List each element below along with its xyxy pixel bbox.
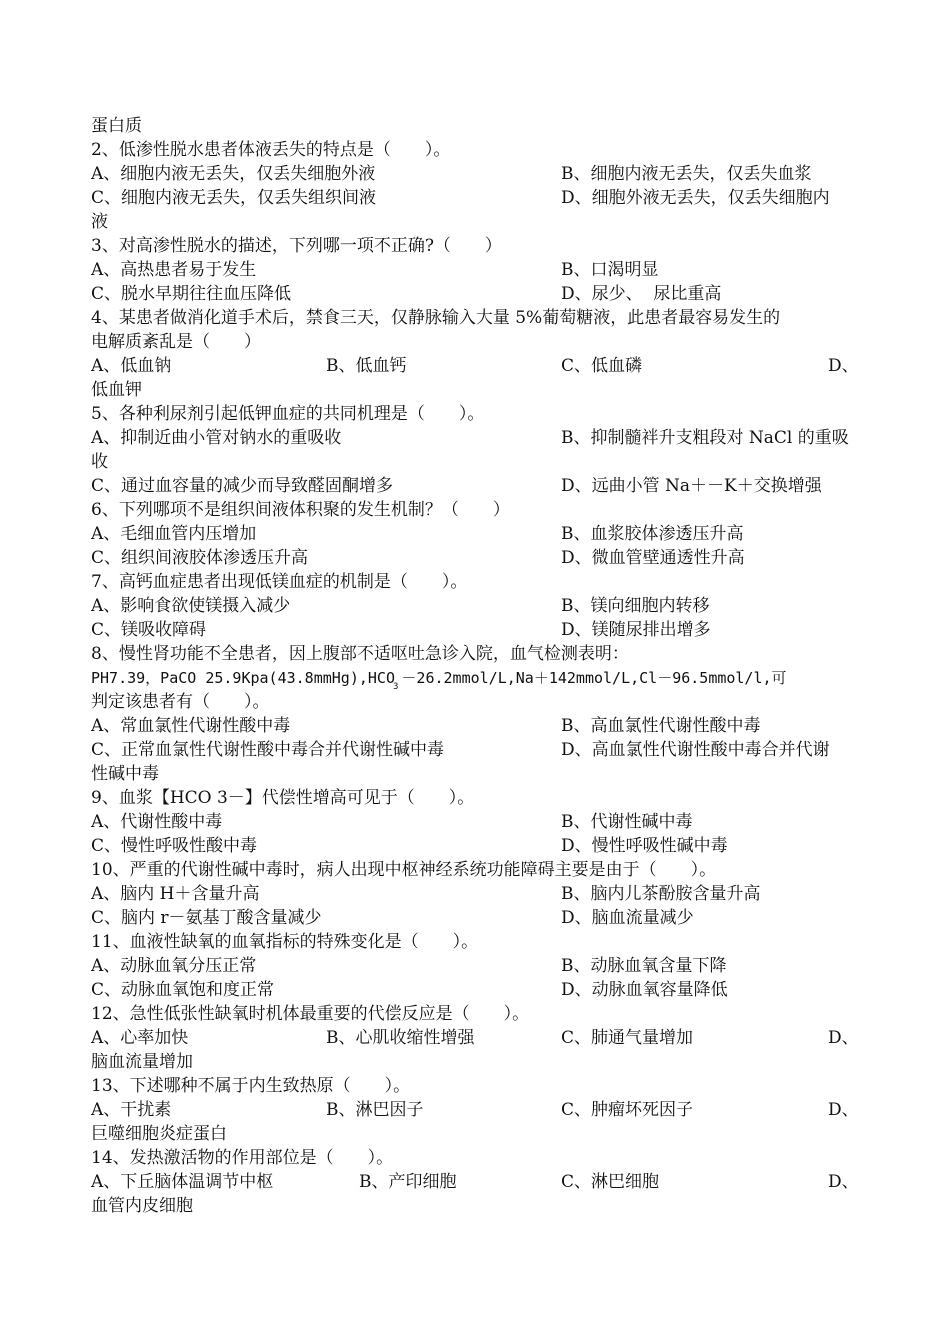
option-b: B、细胞内液无丢失，仅丢失血浆 [561,164,812,184]
option-a: A、细胞内液无丢失，仅丢失细胞外液 [91,164,376,184]
options-row [91,810,863,834]
options-row [91,354,863,378]
option-a: A、干扰素 [91,1100,172,1120]
option-d-wrap: 性碱中毒 [91,764,159,784]
options-row [91,258,863,282]
option-d-wrap: 巨噬细胞炎症蛋白 [91,1124,227,1144]
options-row [91,474,863,498]
blood-gas-values [91,666,863,690]
options-row [91,522,863,546]
option-a: A、动脉血氧分压正常 [91,956,257,976]
options-row [91,594,863,618]
option-c: C、动脉血氧饱和度正常 [91,980,275,1000]
option-b: B、脑内儿茶酚胺含量升高 [561,884,761,904]
question-8-cont: 判定该患者有（ ）。 [91,692,270,712]
option-b: B、血浆胶体渗透压升高 [561,524,744,544]
option-d: D、慢性呼吸性碱中毒 [561,836,728,856]
option-c: C、通过血容量的减少而导致醛固酮增多 [91,476,394,496]
options-row [91,186,863,210]
question-continuation: 蛋白质 [91,116,142,136]
option-a: A、脑内 H＋含量升高 [91,884,260,904]
option-d: D、动脉血氧容量降低 [561,980,728,1000]
question-3: 3、对高渗性脱水的描述，下列哪一项不正确?（ ） [91,236,502,256]
options-row [91,882,863,906]
options-row [91,1170,863,1194]
option-d: D、 [828,1172,859,1192]
option-d: D、细胞外液无丢失，仅丢失细胞内 [561,188,830,208]
option-a: A、抑制近曲小管对钠水的重吸收 [91,428,342,448]
option-c: C、细胞内液无丢失，仅丢失组织间液 [91,188,377,208]
options-row [91,546,863,570]
options-row [91,738,863,762]
question-13: 13、下述哪种不属于内生致热原（ ）。 [91,1076,411,1096]
options-row [91,954,863,978]
options-row [91,714,863,738]
options-row [91,978,863,1002]
options-row [91,282,863,306]
blood-gas-part1: PH7.39，PaCO 25.9Kpa(43.8mmHg),HCO [91,669,395,687]
blood-gas-part2: －26.2mmol/L,Na＋142mmol/L,Cl－96.5mmol/l,可 [401,669,787,687]
option-d-wrap: 低血钾 [91,380,142,400]
options-row [91,906,863,930]
option-c: C、组织间液胶体渗透压升高 [91,548,309,568]
option-b: B、低血钙 [326,356,407,376]
option-d: D、 [828,1028,859,1048]
exam-page [91,114,863,1218]
option-c: C、脱水早期往往血压降低 [91,284,292,304]
option-d: D、尿少、 尿比重高 [561,284,722,304]
option-c: C、慢性呼吸性酸中毒 [91,836,258,856]
option-d: D、高血氯性代谢性酸中毒合并代谢 [561,740,830,760]
option-a: A、代谢性酸中毒 [91,812,223,832]
option-d: D、 [828,1100,859,1120]
question-8: 8、慢性肾功能不全患者，因上腹部不适呕吐急诊入院，血气检测表明： [91,644,629,664]
option-c: C、肿瘤坏死因子 [561,1100,694,1120]
options-row [91,1098,863,1122]
option-d: D、镁随尿排出增多 [561,620,711,640]
option-c: C、低血磷 [561,356,643,376]
option-d-wrap: 脑血流量增加 [91,1052,193,1072]
options-row [91,834,863,858]
option-b: B、高血氯性代谢性酸中毒 [561,716,761,736]
question-11: 11、血液性缺氧的血氧指标的特殊变化是（ ）。 [91,932,479,952]
option-d: D、微血管壁通透性升高 [561,548,745,568]
question-10: 10、严重的代谢性碱中毒时，病人出现中枢神经系统功能障碍主要是由于（ ）。 [91,860,717,880]
option-a: A、心率加快 [91,1028,189,1048]
option-b: B、产印细胞 [359,1172,457,1192]
option-c: C、镁吸收障碍 [91,620,207,640]
option-b: B、镁向细胞内转移 [561,596,710,616]
option-b: B、抑制髓袢升支粗段对 NaCl 的重吸 [561,428,849,448]
options-row [91,162,863,186]
option-d-wrap: 液 [91,212,108,232]
question-9: 9、血浆【HCO 3－】代偿性增高可见于（ ）。 [91,788,475,808]
option-a: A、高热患者易于发生 [91,260,257,280]
option-a: A、毛细血管内压增加 [91,524,257,544]
option-d: D、远曲小管 Na＋－K＋交换增强 [561,476,822,496]
option-b: B、动脉血氧含量下降 [561,956,727,976]
option-c: C、脑内 r－氨基丁酸含量减少 [91,908,322,928]
option-c: C、淋巴细胞 [561,1172,660,1192]
question-14: 14、发热激活物的作用部位是（ ）。 [91,1148,394,1168]
option-b-wrap: 收 [91,452,108,472]
option-b: B、代谢性碱中毒 [561,812,693,832]
option-d: D、 [828,356,859,376]
option-b: B、心肌收缩性增强 [326,1028,475,1048]
option-d: D、脑血流量减少 [561,908,694,928]
option-a: A、低血钠 [91,356,172,376]
question-5: 5、各种利尿剂引起低钾血症的共同机理是（ ）。 [91,404,485,424]
option-c: C、正常血氯性代谢性酸中毒合并代谢性碱中毒 [91,740,445,760]
options-row [91,618,863,642]
question-6: 6、下列哪项不是组织间液体积聚的发生机制？（ ） [91,500,510,520]
question-2: 2、低渗性脱水患者体液丢失的特点是（ ）。 [91,140,451,160]
option-a: A、下丘脑体温调节中枢 [91,1172,274,1192]
question-4-cont: 电解质紊乱是（ ） [91,332,261,352]
question-7: 7、高钙血症患者出现低镁血症的机制是（ ）。 [91,572,468,592]
options-row [91,426,863,450]
option-c: C、肺通气量增加 [561,1028,694,1048]
option-a: A、影响食欲使镁摄入减少 [91,596,291,616]
question-4: 4、某患者做消化道手术后，禁食三天，仅静脉输入大量 5%葡萄糖液，此患者最容易发生的 [91,308,781,328]
options-row [91,1026,863,1050]
question-12: 12、急性低张性缺氧时机体最重要的代偿反应是（ ）。 [91,1004,530,1024]
option-a: A、常血氯性代谢性酸中毒 [91,716,291,736]
option-d-wrap: 血管内皮细胞 [91,1196,193,1216]
option-b: B、口渴明显 [561,260,659,280]
option-b: B、淋巴因子 [326,1100,424,1120]
subscript: 3 [393,682,399,692]
